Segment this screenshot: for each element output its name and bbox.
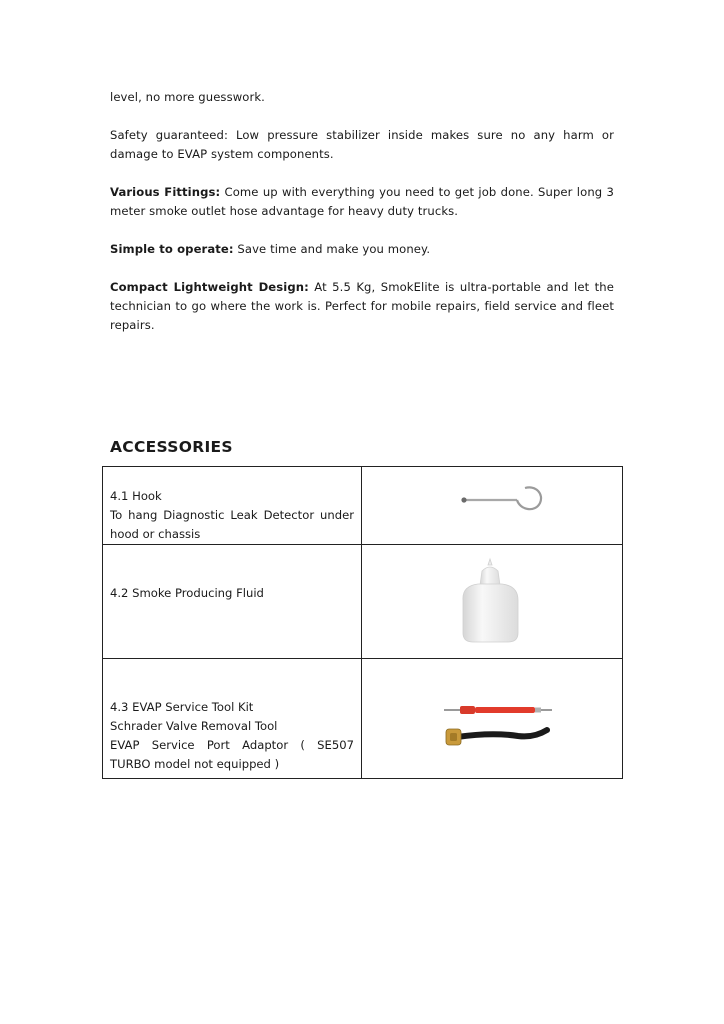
item-title: 4.1 Hook bbox=[110, 489, 162, 503]
paragraph-guesswork bbox=[110, 88, 614, 107]
item-title: 4.3 EVAP Service Tool Kit bbox=[110, 700, 254, 714]
item-description-cell bbox=[103, 545, 362, 659]
paragraph-text: Save time and make you money. bbox=[233, 242, 431, 256]
paragraph-compact bbox=[110, 278, 614, 335]
table-row-service-tool-kit bbox=[103, 659, 623, 779]
paragraph-label: Various Fittings: bbox=[110, 185, 221, 199]
paragraph-text: Safety guaranteed: Low pressure stabilizer inside makes sure no any harm or damage to EVAP system components. bbox=[110, 128, 614, 161]
item-description: Schrader Valve Removal Tool bbox=[110, 719, 278, 733]
paragraph-label: Simple to operate: bbox=[110, 242, 234, 256]
item-description-cell bbox=[103, 659, 362, 779]
paragraph-text: level, no more guesswork. bbox=[110, 90, 265, 104]
item-description: To hang Diagnostic Leak Detector under hood or chassis bbox=[110, 508, 354, 541]
paragraph-fittings bbox=[110, 183, 614, 221]
accessories-table bbox=[102, 466, 623, 779]
paragraph-simple bbox=[110, 240, 614, 259]
item-description: EVAP Service Port Adaptor ( SE507 bbox=[110, 738, 354, 752]
paragraph-text: At 5.5 Kg, SmokElite is ultra-portable and let the technician to go where the work is. Perfect for mobile repairs, field service and fleet repairs. bbox=[110, 280, 614, 332]
item-description: TURBO model not equipped ) bbox=[110, 757, 280, 771]
paragraph-label: Compact Lightweight Design: bbox=[110, 280, 309, 294]
table-row-hook bbox=[103, 467, 623, 545]
item-title: 4.2 Smoke Producing Fluid bbox=[110, 586, 264, 600]
item-description-cell bbox=[103, 467, 362, 545]
paragraph-safety bbox=[110, 126, 614, 164]
hook-icon bbox=[362, 467, 623, 544]
paragraph-text: Come up with everything you need to get job done. Super long 3 meter smoke outlet hose advantage for heavy duty trucks. bbox=[110, 185, 614, 218]
item-image-cell bbox=[362, 467, 623, 545]
item-image-cell bbox=[362, 659, 623, 779]
item-image-cell bbox=[362, 545, 623, 659]
accessories-heading: ACCESSORIES bbox=[110, 438, 233, 456]
table-row-fluid bbox=[103, 545, 623, 659]
service-tool-kit-icon bbox=[362, 659, 623, 778]
fluid-bottle-icon bbox=[362, 545, 623, 658]
